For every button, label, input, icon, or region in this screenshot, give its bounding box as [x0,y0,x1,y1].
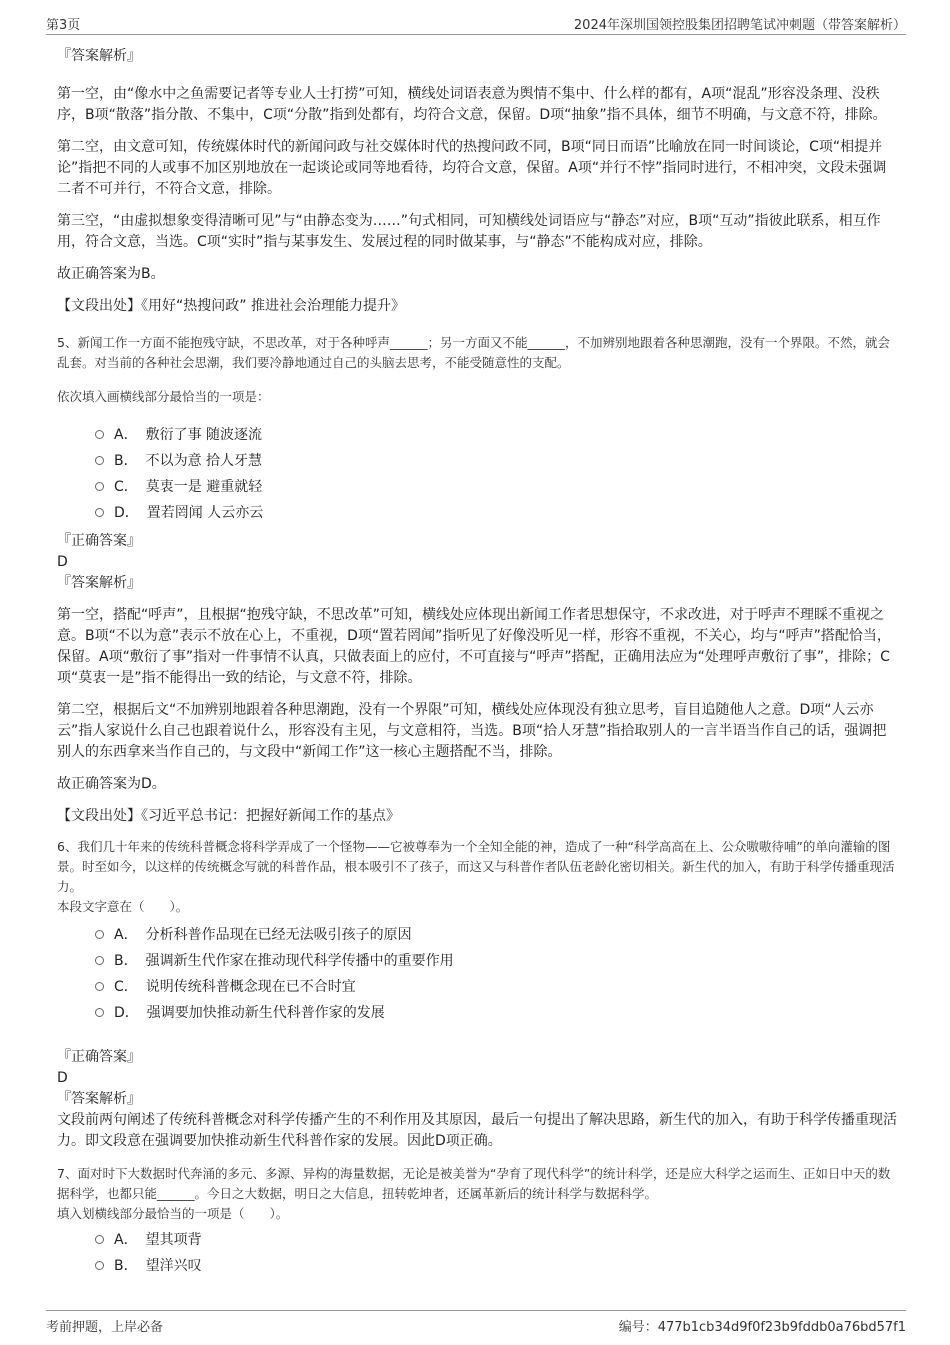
question-7-prompt: 填入划横线部分最恰当的一项是（ ）。 [57,1206,289,1221]
radio-icon[interactable] [95,956,104,965]
source-citation: 【文段出处】《习近平总书记：把握好新闻工作的基点》 [57,808,400,824]
radio-icon[interactable] [95,508,104,517]
document-body [57,44,900,1278]
page-number: 第3页 [46,18,81,33]
analysis-paragraph: 第二空，根据后文“不加辨别地跟着各种思潮跑，没有一个界限”可知，横线处应体现没有独立思考，盲目追随他人之意。D项“人云亦云”指人家说什么自己也跟着说什么，形容没有主见，与文意相符，当选。B项“拾人牙慧”指拾取别人的一言半语当作自己的话，强调把别人的东西拿来当作自己的，与文段中“新闻工作”这一核心主题搭配不当，排除。 [57,702,887,760]
question-5-options [57,421,900,525]
question-5-text: 5、新闻工作一方面不能抱残守缺，不思改革，对于各种呼声______；另一方面又不能______，不加辨别地跟着各种思潮跑，没有一个界限。不然，就会乱套。对当前的各种社会思潮，我们要冷静地通过自己的头脑去思考，不能受随意性的支配。 [57,335,890,370]
question-6-text: 6、我们几十年来的传统科普概念将科学弄成了一个怪物——它被尊奉为一个全知全能的神，造成了一种“科学高高在上、公众嗷嗷待哺”的单向灌输的图景。时至如今，以这样的传统概念写就的科普作品，根本吸引不了孩子，而这又与科普作者队伍老龄化密切相关。新生代的加入，有助于科学传播重现活力。 [57,839,895,894]
conclusion: 故正确答案为D。 [57,776,166,792]
analysis-paragraph: 第二空，由文意可知，传统媒体时代的新闻问政与社交媒体时代的热搜问政不同，B项“同日而语”比喻放在同一时间谈论，C项“相提并论”指把不同的人或事不加区别地放在一起谈论或同等地看待，均符合文意，保留。A项“并行不悖”指同时进行，不相冲突，文段未强调二者不可并行，不符合文意，排除。 [57,139,887,197]
correct-answer: D [57,1070,68,1086]
radio-icon[interactable] [95,482,104,491]
analysis-paragraph: 第三空，“由虚拟想象变得清晰可见”与“由静态变为……”句式相同，可知横线处词语应与“静态”对应，B项“互动”指彼此联系，相互作用，符合文意，当选。C项“实时”指与某事发生、发展过程的同时做某事，与“静态”不能构成对应，排除。 [57,213,881,250]
radio-icon[interactable] [95,930,104,939]
radio-icon[interactable] [95,1261,104,1270]
document-title: 2024年深圳国领控股集团招聘笔试冲刺题（带答案解析） [573,18,906,33]
correct-answer: D [57,554,68,570]
analysis-label: 『答案解析』 [57,48,141,64]
radio-icon[interactable] [95,1008,104,1017]
radio-icon[interactable] [95,1235,104,1244]
answer-label: 『正确答案』 [57,533,141,549]
analysis-paragraph: 第一空，由“像水中之鱼需要记者等专业人士打捞”可知，横线处词语表意为舆情不集中、什么样的都有，A项“混乱”形容没条理、没秩序，B项“散落”指分散、不集中，C项“分散”指到处都有，均符合文意，保留。D项“抽象”指不具体，细节不明确，与文意不符，排除。 [57,86,887,123]
option-d[interactable]: D． 置若罔闻 人云亦云 [95,499,900,525]
option-a[interactable]: A． 分析科普作品现在已经无法吸引孩子的原因 [95,921,900,947]
radio-icon[interactable] [95,430,104,439]
page-footer [46,1310,906,1335]
document-id: 编号：477b1cb34d9f0f23b9fddb0a76bd57f1 [618,1320,906,1335]
question-6-prompt: 本段文字意在（ ）。 [57,899,189,914]
question-6-options [57,921,900,1025]
option-a[interactable]: A． 望其项背 [95,1226,900,1252]
analysis-label: 『答案解析』 [57,1091,141,1107]
source-citation: 【文段出处】《用好“热搜问政” 推进社会治理能力提升》 [57,298,405,314]
option-d[interactable]: D． 强调要加快推动新生代科普作家的发展 [95,999,900,1025]
analysis-paragraph: 第一空，搭配“呼声”，且根据“抱残守缺，不思改革”可知，横线处应体现出新闻工作者思想保守，不求改进，对于呼声不理睬不重视之意。B项“不以为意”表示不放在心上，不重视，D项“置若罔闻”指听见了好像没听见一样，形容不重视，不关心，均与“呼声”搭配恰当，保留。A项“敷衍了事”指对一件事情不认真，只做表面上的应付，不可直接与“呼声”搭配，正确用法应为“处理呼声敷衍了事”，排除；C项“莫衷一是”指不能得出一致的结论，与文意不符，排除。 [57,607,891,686]
option-c[interactable]: C． 说明传统科普概念现在已不合时宜 [95,973,900,999]
question-7-options [57,1226,900,1278]
option-a[interactable]: A． 敷衍了事 随波逐流 [95,421,900,447]
analysis-label: 『答案解析』 [57,575,141,591]
conclusion: 故正确答案为B。 [57,266,165,282]
question-7-text: 7、面对时下大数据时代奔涌的多元、多源、异构的海量数据，无论是被美誉为“孕育了现代科学”的统计科学，还是应大科学之运而生、正如日中天的数据科学，也都只能______。今日之大数据，明日之大信息，扭转乾坤者，还属革新后的统计科学与数据科学。 [57,1166,891,1201]
answer-label: 『正确答案』 [57,1049,141,1065]
option-b[interactable]: B． 不以为意 拾人牙慧 [95,447,900,473]
option-b[interactable]: B． 望洋兴叹 [95,1252,900,1278]
question-5-prompt: 依次填入画横线部分最恰当的一项是： [57,389,270,404]
option-c[interactable]: C． 莫衷一是 避重就轻 [95,473,900,499]
radio-icon[interactable] [95,982,104,991]
footer-slogan: 考前押题，上岸必备 [46,1320,164,1335]
radio-icon[interactable] [95,456,104,465]
page-header [46,14,906,35]
option-b[interactable]: B． 强调新生代作家在推动现代科学传播中的重要作用 [95,947,900,973]
analysis-paragraph: 文段前两句阐述了传统科普概念对科学传播产生的不利作用及其原因，最后一句提出了解决思路，新生代的加入，有助于科学传播重现活力。即文段意在强调要加快推动新生代科普作家的发展。因此D项正确。 [57,1112,897,1149]
